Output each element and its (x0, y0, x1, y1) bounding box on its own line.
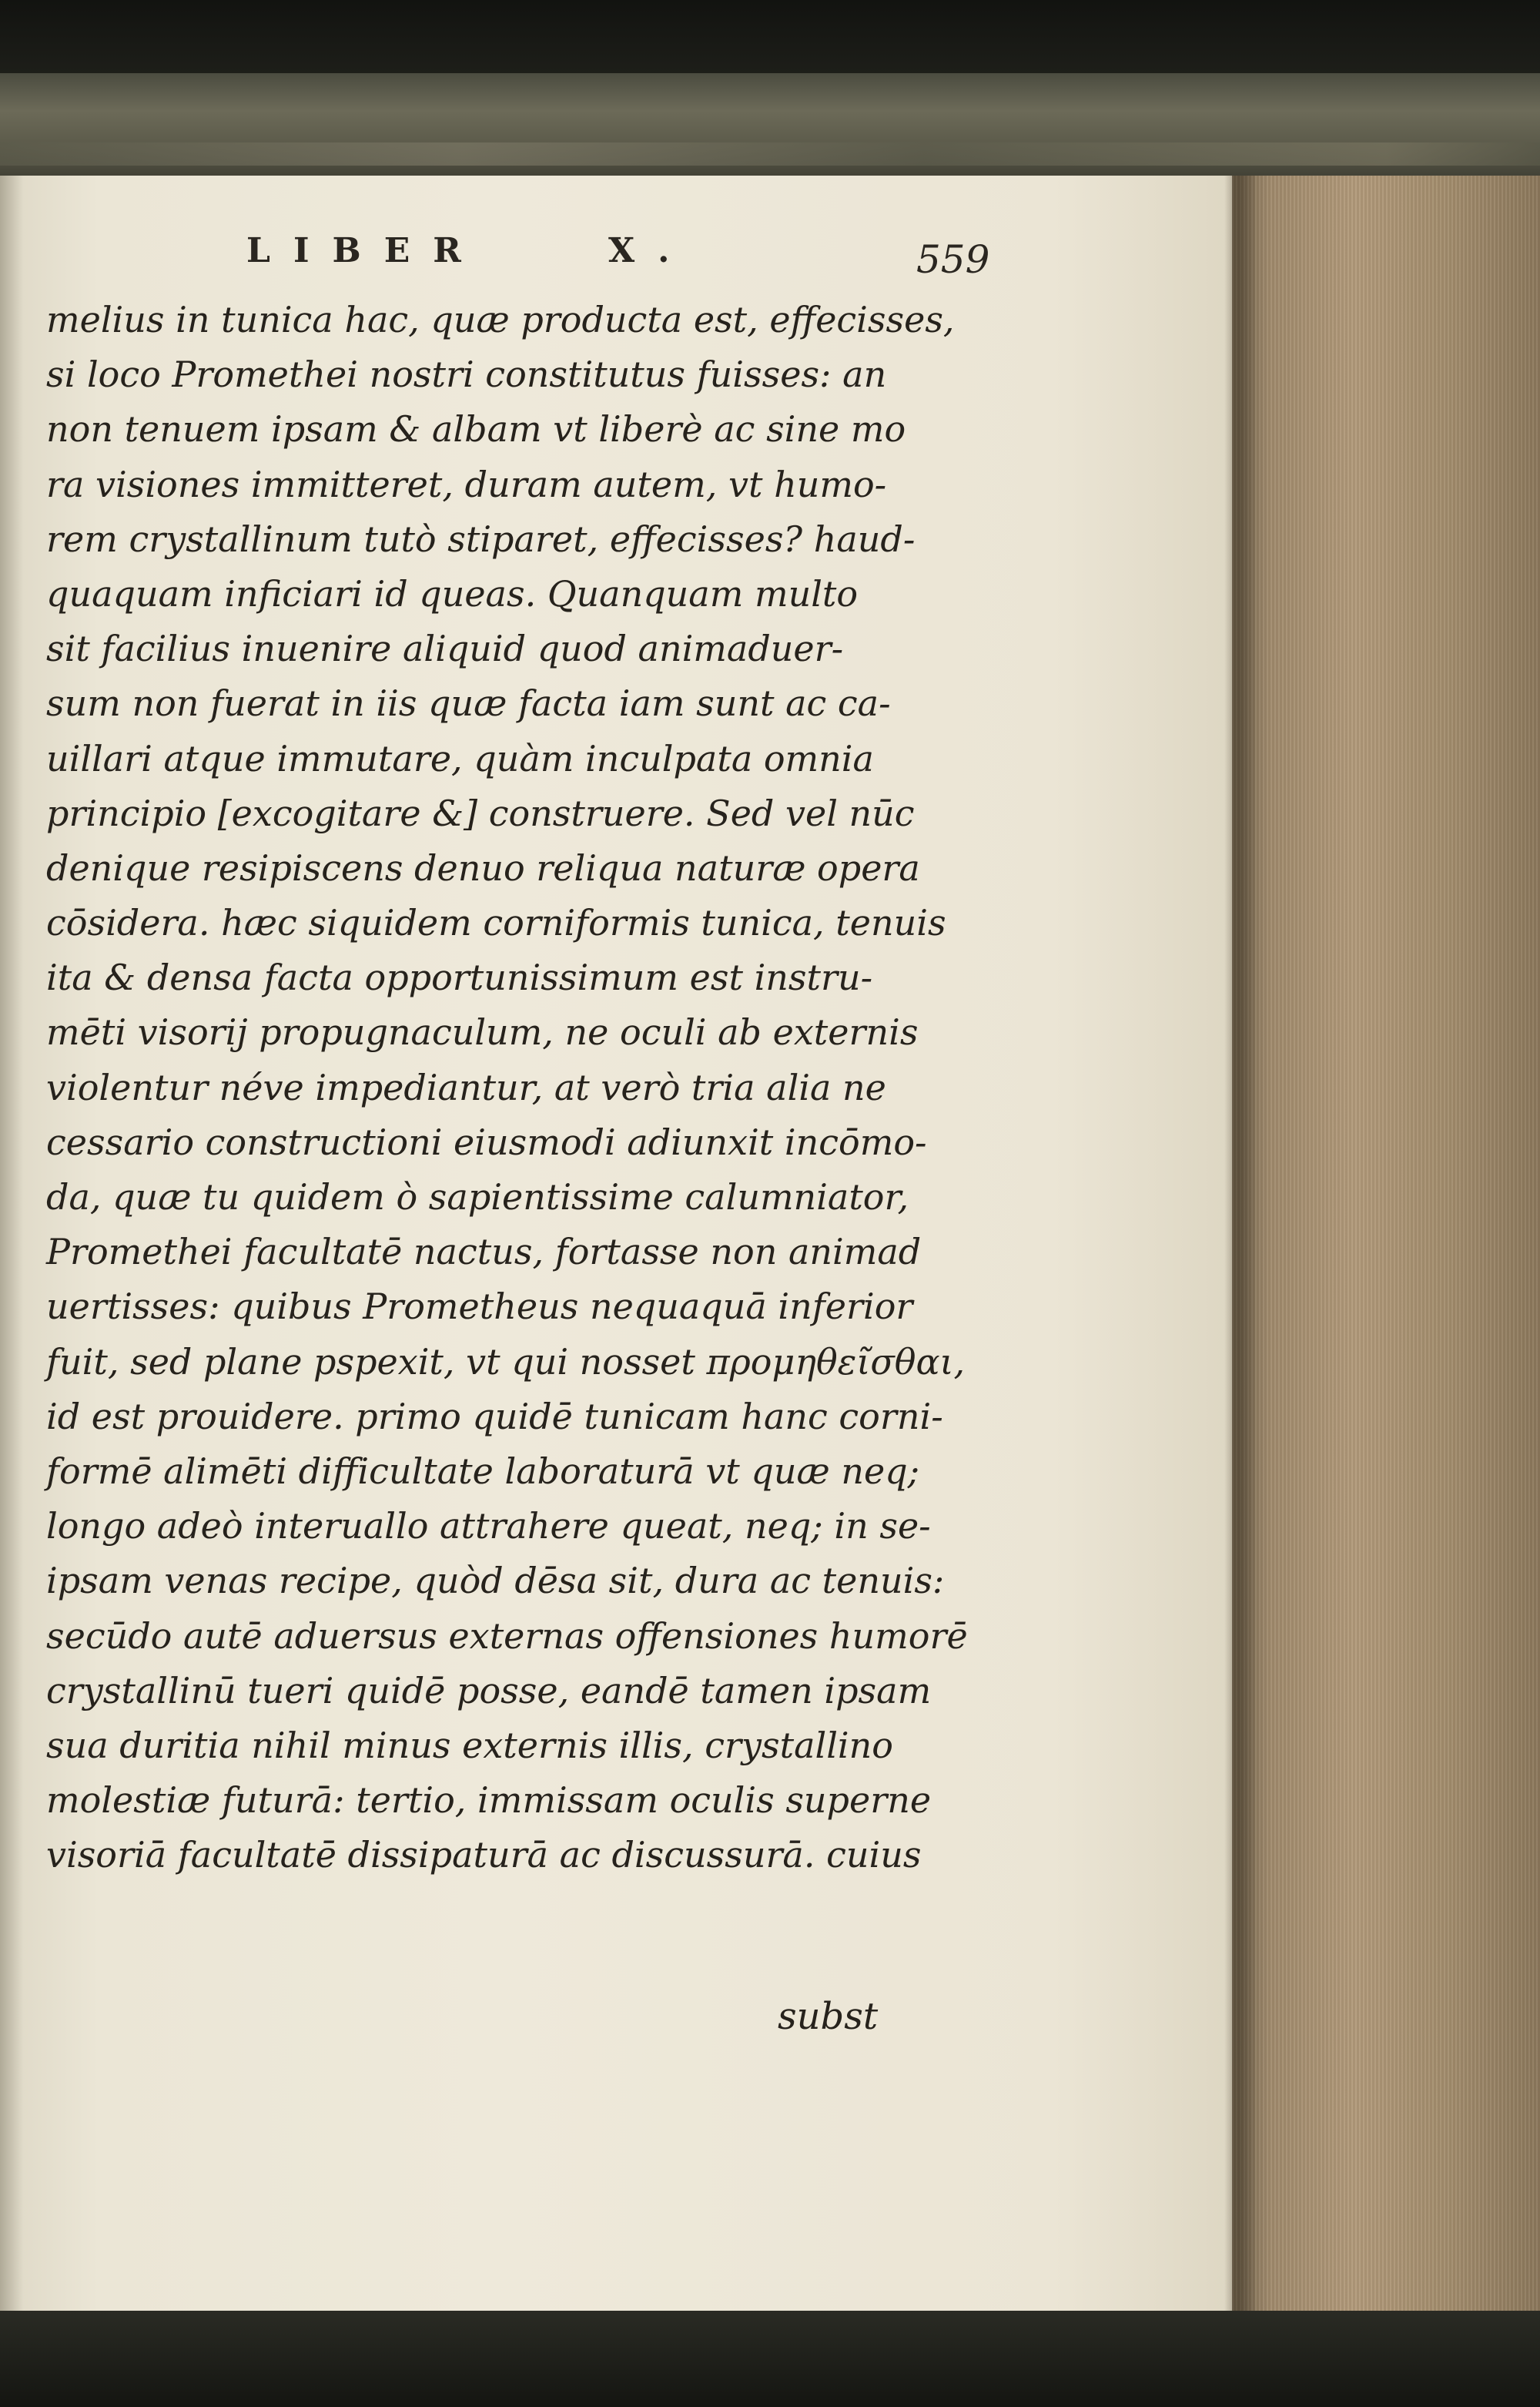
text-line: non tenuem ipsam & albam vt liberè ac sine mo (46, 408, 906, 451)
text-line: uillari atque immutare, quàm inculpata omnia (46, 737, 874, 779)
text-line: quaquam inficiari id queas. Quanquam multo (46, 572, 859, 615)
text-line: ra visiones immitteret, duram autem, vt humo- (46, 463, 887, 505)
text-line: formē alimēti difficultate laboraturā vt quæ neq; (46, 1450, 920, 1492)
text-line: cōsidera. hæc siquidem corniformis tunica, tenuis (46, 902, 946, 944)
text-block-edges (1232, 176, 1540, 2313)
text-line: si loco Promethei nostri constitutus fuisses: an (46, 354, 887, 396)
book-board-bottom (0, 2311, 1540, 2407)
gutter-shadow (0, 176, 23, 2313)
text-line: denique resipiscens denuo reliqua naturæ opera (46, 846, 920, 889)
text-line: visoriā facultatē dissipaturā ac discussurā. cuius (46, 1834, 922, 1876)
text-line: cessario constructioni eiusmodi adiunxit incōmo- (46, 1121, 927, 1163)
text-line: mēti visorij propugnaculum, ne oculi ab externis (46, 1011, 919, 1054)
text-line: principio [excogitare &] construere. Sed vel nūc (46, 792, 915, 834)
text-line: melius in tunica hac, quæ producta est, effecisses, (46, 299, 955, 340)
text-line: sit facilius inuenire aliquid quod animaduer- (46, 628, 844, 670)
text-line: fuit, sed plane pspexit, vt qui nosset προμηθεῖσθαι, (46, 1340, 966, 1383)
running-head-book-number: X. (608, 231, 693, 270)
text-line: ita & densa facta opportunissimum est instru- (46, 957, 873, 999)
text-line: id est prouidere. primo quidē tunicam hanc corni- (46, 1395, 943, 1437)
binding-strip (0, 142, 1540, 166)
body-text (46, 293, 970, 1882)
text-line: secūdo autē aduersus externas offensiones humorē (46, 1614, 968, 1657)
text-line: Promethei facultatē nactus, fortasse non animad (46, 1231, 922, 1273)
book-board-top (0, 0, 1540, 73)
text-line: ipsam venas recipe, quòd dēsa sit, dura ac tenuis: (46, 1560, 945, 1602)
text-line: rem crystallinum tutò stiparet, effecisses? haud- (46, 518, 916, 560)
page-number: 559 (916, 237, 990, 282)
text-line: uertisses: quibus Prometheus nequaquā inferior (46, 1286, 913, 1328)
text-line: sum non fuerat in iis quæ facta iam sunt ac ca- (46, 682, 891, 725)
text-line: violentur néve impediantur, at verò tria alia ne (46, 1066, 886, 1108)
text-line: molestiæ futurā: tertio, immissam oculis superne (46, 1779, 932, 1822)
fore-edge-shadow (1224, 176, 1255, 2313)
text-line: longo adeò interuallo attrahere queat, neq; in se- (46, 1505, 931, 1547)
text-line: sua duritia nihil minus externis illis, crystallino (46, 1724, 893, 1766)
running-head (246, 231, 1001, 285)
text-line: da, quæ tu quidem ò sapientissime calumniator, (46, 1176, 909, 1218)
text-line: crystallinū tueri quidē posse, eandē tamen ipsam (46, 1669, 932, 1711)
catchword: subst (778, 1995, 879, 2038)
running-head-title: LIBER (246, 231, 484, 270)
